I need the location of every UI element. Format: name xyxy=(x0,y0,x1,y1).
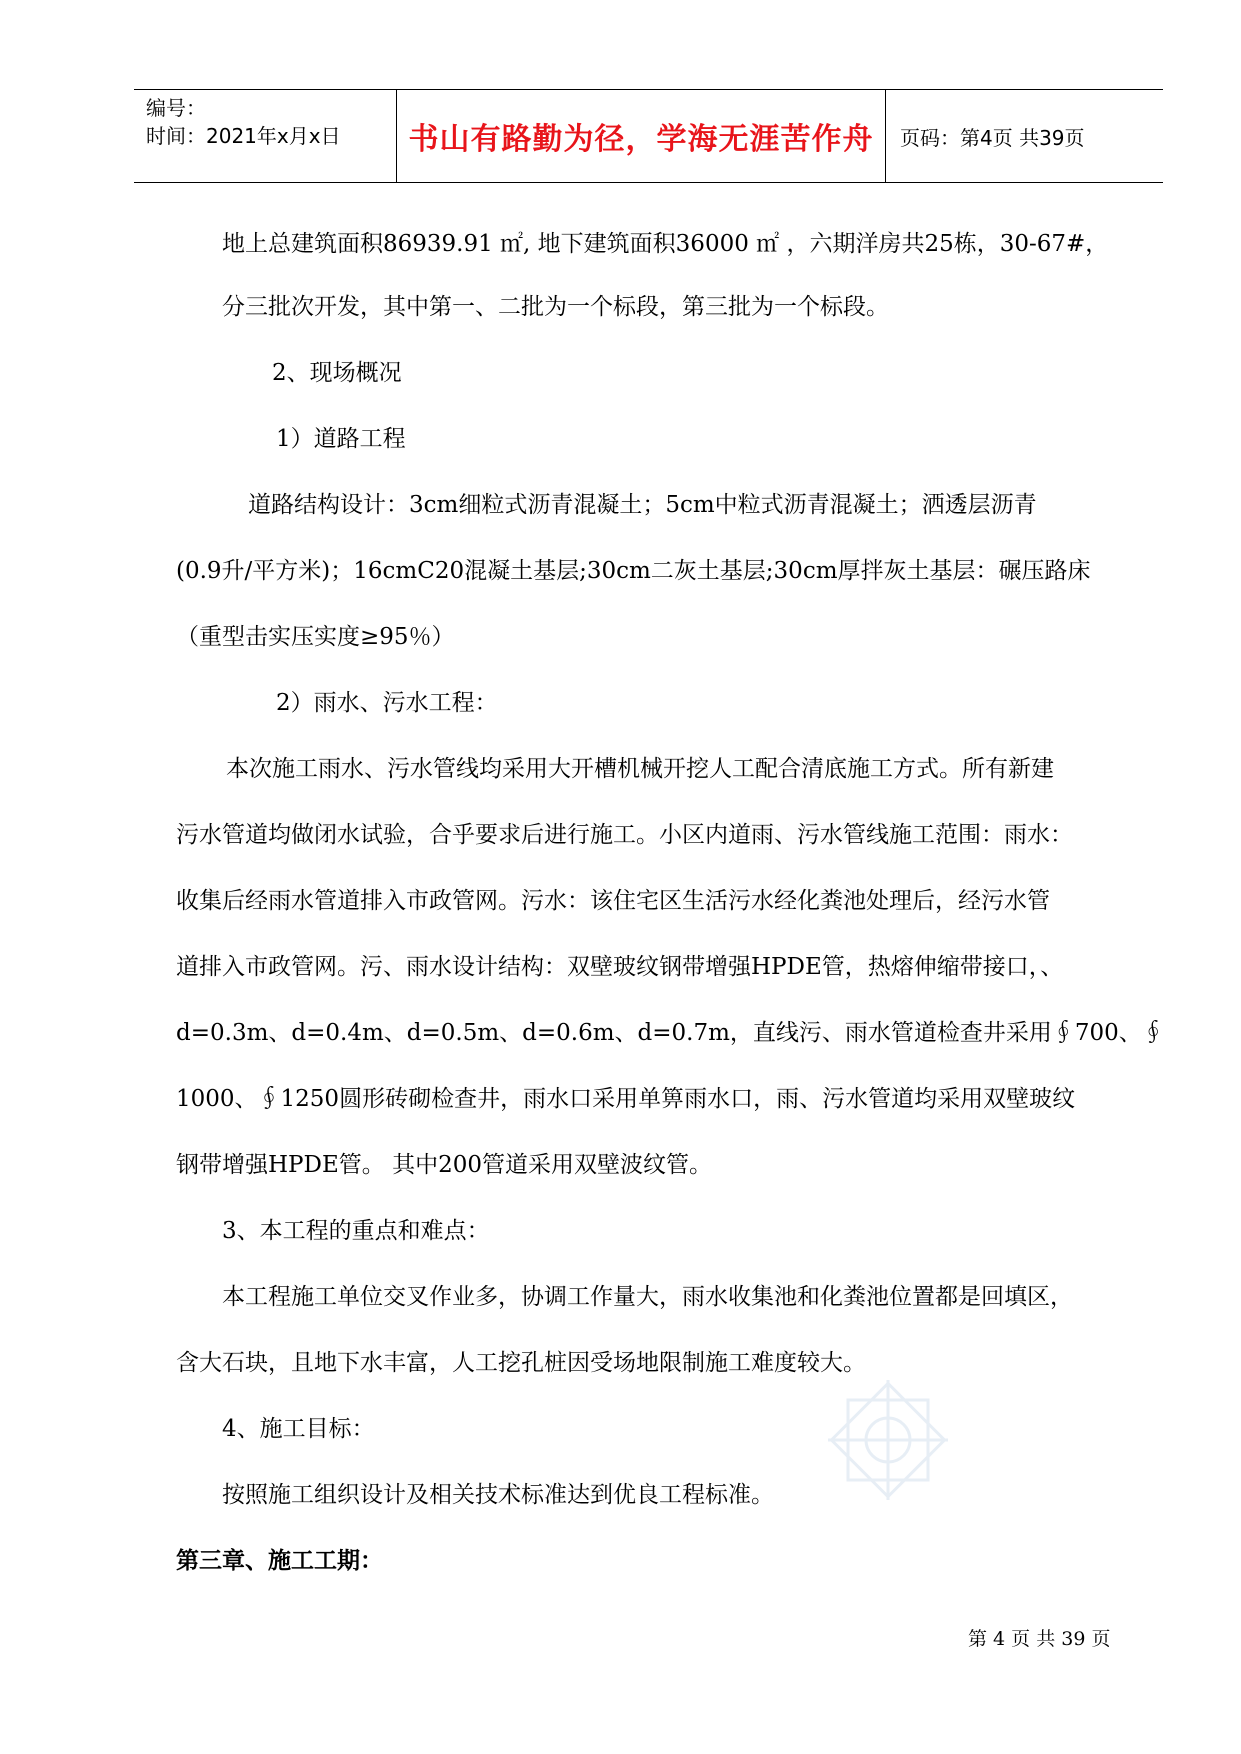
paragraph-line: 地上总建筑面积86939.91 ㎡, 地下建筑面积36000 ㎡ ，六期洋房共25栋，30-67#， xyxy=(222,231,1109,257)
paragraph-line: 污水管道均做闭水试验，合乎要求后进行施工。小区内道雨、污水管线施工范围：雨水： xyxy=(176,822,1073,848)
subsection-heading: 1）道路工程 xyxy=(276,426,406,452)
header-motto-cell xyxy=(396,90,886,182)
header-page-info: 页码：第4页 共39页 xyxy=(900,125,1085,150)
paragraph-line: 钢带增强HPDE管。 其中200管道采用双壁波纹管。 xyxy=(176,1152,712,1178)
paragraph-line: 按照施工组织设计及相关技术标准达到优良工程标准。 xyxy=(222,1482,774,1508)
paragraph-line: d=0.3m、d=0.4m、d=0.5m、d=0.6m、d=0.7m，直线污、雨水管道检查井采用∮700、∮ xyxy=(176,1020,1165,1046)
chapter-heading: 第三章、施工工期： xyxy=(176,1548,383,1574)
section-heading: 3、本工程的重点和难点： xyxy=(222,1218,490,1244)
paragraph-line: 道路结构设计：3cm细粒式沥青混凝土；5cm中粒式沥青混凝土；洒透层沥青 xyxy=(248,492,1037,518)
paragraph-line: 道排入市政管网。污、雨水设计结构：双壁玻纹钢带增强HPDE管，热熔伸缩带接口，、 xyxy=(176,954,1064,980)
paragraph-line: 收集后经雨水管道排入市政管网。污水：该住宅区生活污水经化粪池处理后，经污水管 xyxy=(176,888,1050,914)
number-label: 编号： xyxy=(146,96,206,120)
motto-text: 书山有路勤为径，学海无涯苦作舟 xyxy=(408,122,874,157)
subsection-heading: 2）雨水、污水工程： xyxy=(276,690,498,716)
document-header xyxy=(134,89,1163,183)
paragraph-line: 本次施工雨水、污水管线均采用大开槽机械开挖人工配合清底施工方式。所有新建 xyxy=(226,756,1054,782)
paragraph-line: 本工程施工单位交叉作业多，协调工作量大，雨水收集池和化粪池位置都是回填区， xyxy=(222,1284,1073,1310)
paragraph-line: （重型击实压实度≥95％） xyxy=(176,624,455,650)
header-page-cell xyxy=(886,90,1163,182)
header-meta-cell xyxy=(134,90,396,182)
time-label: 时间：2021年x月x日 xyxy=(146,124,341,148)
paragraph-line: 含大石块，且地下水丰富，人工挖孔桩因受场地限制施工难度较大。 xyxy=(176,1350,866,1376)
footer-page-number: 第 4 页 共 39 页 xyxy=(968,1628,1111,1650)
watermark-logo-icon xyxy=(818,1370,958,1510)
section-heading: 4、施工目标： xyxy=(222,1416,375,1442)
section-heading: 2、现场概况 xyxy=(272,360,402,386)
paragraph-line: 分三批次开发，其中第一、二批为一个标段，第三批为一个标段。 xyxy=(222,294,889,320)
paragraph-line: 1000、∮1250圆形砖砌检查井，雨水口采用单箅雨水口，雨、污水管道均采用双壁玻纹 xyxy=(176,1086,1076,1112)
paragraph-line: (0.9升/平方米)；16cmC20混凝土基层;30cm二灰土基层;30cm厚拌灰土基层：碾压路床 xyxy=(176,558,1091,584)
